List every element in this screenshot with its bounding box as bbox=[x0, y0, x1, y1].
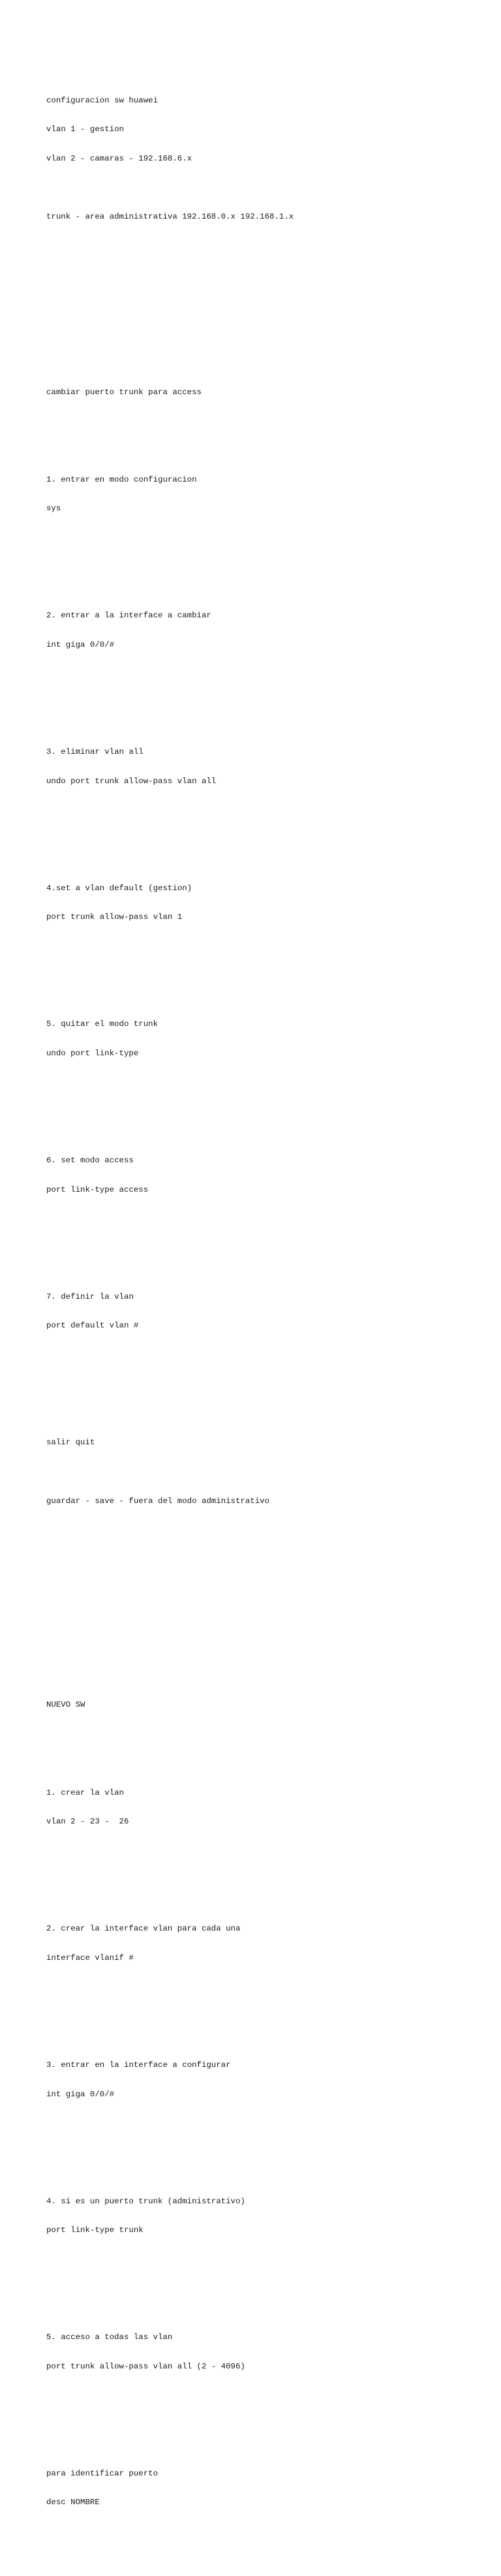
blank-line bbox=[46, 689, 490, 699]
blank-line bbox=[46, 300, 490, 309]
vlan-1-line: vlan 1 - gestion bbox=[46, 125, 124, 134]
blank-line bbox=[46, 1098, 490, 1108]
step-command: port link-type trunk bbox=[46, 2226, 144, 2235]
blank-line bbox=[46, 416, 490, 426]
nuevo-section bbox=[46, 1681, 490, 2547]
step-label: 4. si es un puerto trunk (administrativo) bbox=[46, 2196, 245, 2206]
header-section bbox=[46, 76, 490, 241]
blank-line bbox=[46, 2002, 490, 2011]
blank-line bbox=[46, 1584, 490, 1594]
blank-line bbox=[46, 2274, 490, 2284]
step-label: 3. eliminar vlan all bbox=[46, 747, 144, 756]
step bbox=[46, 1273, 490, 1350]
blank-line bbox=[46, 1467, 490, 1477]
step-label: 2. entrar a la interface a cambiar bbox=[46, 611, 211, 621]
step-label: para identificar puerto bbox=[46, 2468, 159, 2478]
section-title: cambiar puerto trunk para access bbox=[46, 387, 202, 397]
step bbox=[46, 2313, 490, 2391]
step bbox=[46, 592, 490, 670]
step-command: undo port link-type bbox=[46, 1048, 139, 1058]
blank-line bbox=[46, 961, 490, 971]
step-label: 2. crear la interface vlan para cada una bbox=[46, 1924, 241, 1934]
blank-line bbox=[46, 1234, 490, 1243]
vlan-2-line: vlan 2 - camaras - 192.168.6.x bbox=[46, 153, 192, 163]
step-command: port trunk allow-pass vlan all (2 - 4096) bbox=[46, 2361, 245, 2371]
blank-line bbox=[46, 2410, 490, 2420]
step-label: 6. set modo access bbox=[46, 1155, 134, 1165]
blank-line bbox=[46, 1730, 490, 1739]
step-label: 5. acceso a todas las vlan bbox=[46, 2333, 173, 2342]
cambiar-section bbox=[46, 368, 490, 1525]
step bbox=[46, 1769, 490, 1846]
step-command: port default vlan # bbox=[46, 1321, 139, 1331]
step bbox=[46, 2449, 490, 2527]
document-body bbox=[46, 47, 490, 2576]
step-command: interface vlanif # bbox=[46, 1953, 134, 1963]
step-label: 7. definir la vlan bbox=[46, 1292, 134, 1301]
step-command: int giga 0/0/# bbox=[46, 640, 115, 650]
step bbox=[46, 456, 490, 533]
step-command: undo port trunk allow-pass vlan all bbox=[46, 776, 217, 786]
step-command: desc NOMBRE bbox=[46, 2498, 100, 2507]
blank-line bbox=[46, 2138, 490, 2148]
blank-line bbox=[46, 271, 490, 281]
blank-line bbox=[46, 329, 490, 339]
blank-line bbox=[46, 1866, 490, 1876]
step-label: 3. entrar en la interface a configurar bbox=[46, 2060, 231, 2070]
blank-line bbox=[46, 553, 490, 563]
blank-line bbox=[46, 183, 490, 193]
step-command: vlan 2 - 23 - 26 bbox=[46, 1817, 129, 1827]
blank-line bbox=[46, 1642, 490, 1652]
step-label: 4.set a vlan default (gestion) bbox=[46, 883, 192, 893]
step bbox=[46, 1136, 490, 1214]
step-command: int giga 0/0/# bbox=[46, 2089, 115, 2099]
step-command: port link-type access bbox=[46, 1185, 149, 1194]
step-label: 1. entrar en modo configuracion bbox=[46, 474, 197, 484]
step bbox=[46, 728, 490, 805]
blank-line bbox=[46, 1613, 490, 1622]
step bbox=[46, 1904, 490, 1982]
section-title: NUEVO SW bbox=[46, 1700, 85, 1710]
blank-line bbox=[46, 1399, 490, 1408]
doc-title: configuracion sw huawei bbox=[46, 95, 159, 105]
blank-line bbox=[46, 1370, 490, 1380]
step-label: 5. quitar el modo trunk bbox=[46, 1019, 159, 1029]
step bbox=[46, 1000, 490, 1078]
save-line: guardar - save - fuera del modo administrativo bbox=[46, 1496, 270, 1506]
step bbox=[46, 864, 490, 942]
exit-line: salir quit bbox=[46, 1438, 95, 1448]
step-label: 1. crear la vlan bbox=[46, 1788, 124, 1797]
step-command: port trunk allow-pass vlan 1 bbox=[46, 912, 183, 922]
blank-line bbox=[46, 825, 490, 835]
trunk-line: trunk - area administrativa 192.168.0.x 192.168.1.x bbox=[46, 212, 294, 222]
step bbox=[46, 2177, 490, 2255]
blank-line bbox=[46, 1555, 490, 1564]
step-command: sys bbox=[46, 504, 61, 514]
step bbox=[46, 2041, 490, 2118]
